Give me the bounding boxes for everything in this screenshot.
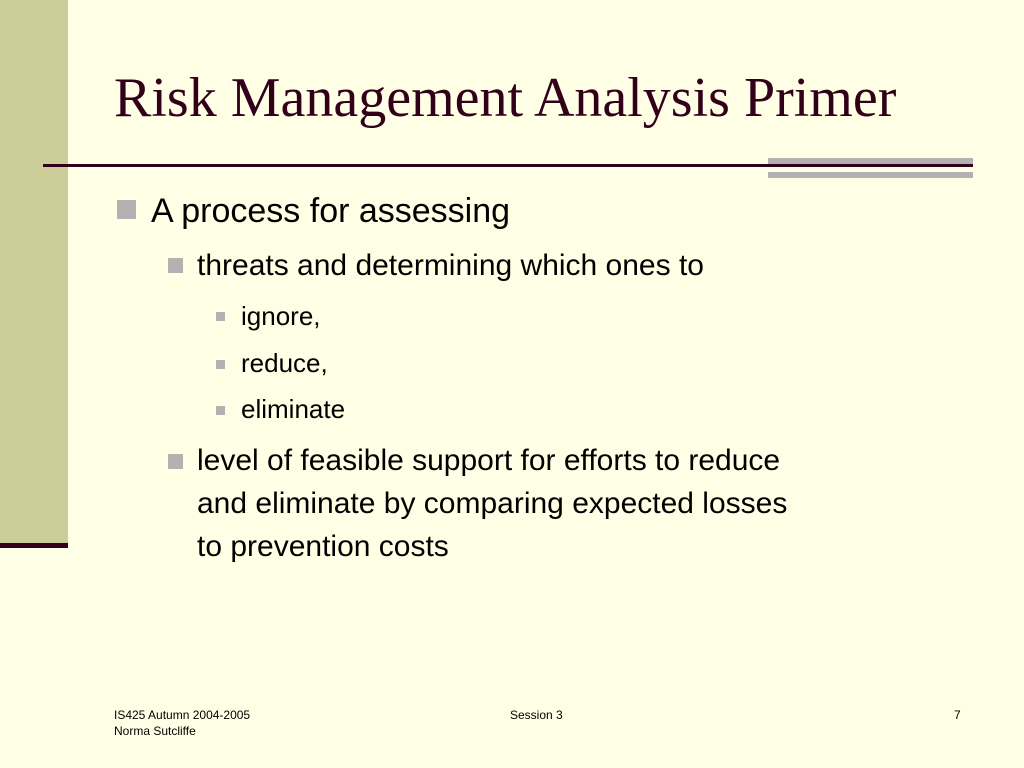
side-accent-line xyxy=(0,543,68,548)
bullet-reduce: reduce, xyxy=(241,348,328,378)
square-bullet-icon xyxy=(168,454,183,469)
bullet-ignore: ignore, xyxy=(241,301,321,331)
footer-course: IS425 Autumn 2004-2005 xyxy=(114,708,251,722)
bullet-eliminate: eliminate xyxy=(241,394,346,424)
footer-author: Norma Sutcliffe xyxy=(114,724,196,738)
bullet-feasible-support-line1: level of feasible support for efforts to reduce xyxy=(197,444,781,477)
bullet-feasible-support-line2: and eliminate by comparing expected losses xyxy=(197,487,788,520)
side-decor-band xyxy=(0,0,68,545)
decor-bar-top xyxy=(768,158,973,164)
decor-bar-bottom xyxy=(768,172,973,178)
footer-course-info xyxy=(114,707,250,739)
square-bullet-icon xyxy=(216,312,225,321)
square-bullet-icon xyxy=(168,258,183,273)
square-bullet-icon xyxy=(216,406,225,415)
bullet-feasible-support-line3: to prevention costs xyxy=(197,530,449,563)
slide-number: 7 xyxy=(954,708,961,722)
title-divider xyxy=(43,164,973,167)
slide-title: Risk Management Analysis Primer xyxy=(114,67,897,129)
footer-session: Session 3 xyxy=(510,708,563,722)
square-bullet-icon xyxy=(117,200,136,219)
square-bullet-icon xyxy=(216,360,225,369)
bullet-threats: threats and determining which ones to xyxy=(197,249,704,282)
bullet-process-assessing: A process for assessing xyxy=(151,192,511,230)
